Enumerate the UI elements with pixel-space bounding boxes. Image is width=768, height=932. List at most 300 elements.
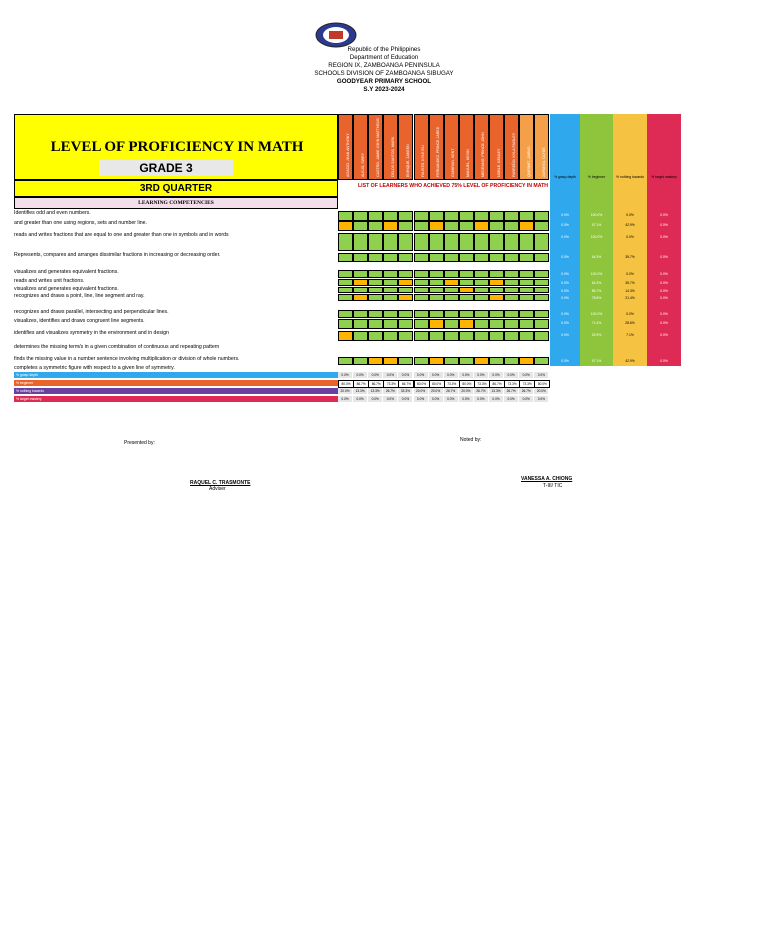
mastery-cell <box>414 319 429 329</box>
header-line-1: Republic of the Philippines <box>347 46 421 53</box>
mastery-cell <box>353 310 368 318</box>
header-line-3: REGION IX, ZAMBOANGA PENINSULA <box>328 62 440 69</box>
mastery-cell <box>489 319 504 329</box>
pct-value: 0.0% <box>561 333 569 337</box>
pct-value: 100.0% <box>590 235 603 239</box>
mastery-cell <box>368 319 383 329</box>
mastery-cell <box>504 310 519 318</box>
mastery-cell <box>383 270 398 278</box>
mastery-cell <box>368 287 383 293</box>
mastery-cell <box>429 279 444 286</box>
pct-value: 0.0% <box>660 255 668 259</box>
quarter-label: 3RD QUARTER <box>14 180 338 197</box>
mastery-cell <box>444 221 459 231</box>
pct-value: 64.3% <box>591 281 602 285</box>
mastery-cell <box>353 294 368 301</box>
learner-name: CASTRO, JAMIE JOHN MATTHEUS <box>375 118 380 177</box>
mastery-cell <box>353 211 368 221</box>
mastery-cell <box>459 253 474 262</box>
pct-value: 57.1% <box>591 223 602 227</box>
mastery-cell <box>489 221 504 231</box>
learner-name: DELOS SANTOS, MARK <box>390 136 395 177</box>
summary-row-label: % nothing towards <box>14 388 338 394</box>
mastery-cell <box>338 294 353 301</box>
mastery-cell <box>489 233 504 251</box>
mastery-cell <box>459 211 474 221</box>
competency-text: determines the missing term/s in a given combination of continuous and repeating pattern <box>14 344 220 350</box>
mastery-cell <box>534 211 549 221</box>
competencies-header: LEARNING COMPETENCIES <box>14 197 338 209</box>
summary-row-label: % beginner <box>14 380 338 386</box>
mastery-cell <box>353 253 368 262</box>
mastery-cell <box>368 279 383 286</box>
summary-cell: 80.0% <box>534 380 550 388</box>
summary-cell: 0.0% <box>534 396 548 402</box>
mastery-cell <box>459 331 474 341</box>
mastery-cell <box>338 253 353 262</box>
mastery-cell <box>429 287 444 293</box>
summary-cell: 0.0% <box>459 396 473 402</box>
grade-label: GRADE 3 <box>99 160 233 176</box>
mastery-cell <box>414 294 429 301</box>
mastery-cell <box>398 211 413 221</box>
mastery-cell <box>414 270 429 278</box>
mastery-cell <box>338 221 353 231</box>
mastery-cell <box>353 221 368 231</box>
summary-cell: 0.0% <box>444 396 458 402</box>
learner-column <box>368 114 383 180</box>
mastery-cell <box>444 233 459 251</box>
pct-value: 0.0% <box>561 255 569 259</box>
mastery-cell <box>353 331 368 341</box>
mastery-cell <box>459 357 474 365</box>
mastery-cell <box>504 253 519 262</box>
mastery-cell <box>398 270 413 278</box>
summary-cell: 13.3% <box>368 388 382 394</box>
pct-value: 35.7% <box>625 255 635 259</box>
pct-value: 0.0% <box>626 235 634 239</box>
mastery-cell <box>504 331 519 341</box>
report-title: LEVEL OF PROFICIENCY IN MATH <box>50 139 304 155</box>
summary-cell: 80.0% <box>459 380 475 388</box>
mastery-cell <box>429 294 444 301</box>
pct-value: 100.0% <box>590 213 603 217</box>
summary-cell: 13.3% <box>489 388 503 394</box>
mastery-cell <box>398 287 413 293</box>
summary-cell: 80.0% <box>414 380 430 388</box>
mastery-cell <box>504 319 519 329</box>
mastery-cell <box>383 233 398 251</box>
mastery-cell <box>519 270 534 278</box>
mastery-cell <box>474 279 489 286</box>
mastery-cell <box>414 233 429 251</box>
mastery-cell <box>368 310 383 318</box>
mastery-cell <box>353 357 368 365</box>
mastery-cell <box>519 279 534 286</box>
mastery-cell <box>398 294 413 301</box>
header-line-2: Department of Education <box>349 54 419 61</box>
mastery-cell <box>368 331 383 341</box>
pct-value: 42.9% <box>625 359 635 363</box>
pct-value: 0.0% <box>660 296 668 300</box>
mastery-cell <box>414 287 429 293</box>
pct-value: 0.0% <box>626 312 634 316</box>
mastery-cell <box>504 221 519 231</box>
pct-value: 92.9% <box>591 333 602 337</box>
summary-cell: 73.3% <box>474 380 490 388</box>
pct-value: 71.4% <box>591 321 602 325</box>
learner-name: QUIRIMIT, JAIRUS <box>526 146 531 177</box>
competency-text: finds the missing value in a number sentence involving multiplication or division of whole numbers. <box>14 356 240 362</box>
mastery-cell <box>383 253 398 262</box>
learner-name: FERNANDEZ, PRINCE JARED <box>436 126 441 177</box>
learner-column <box>504 114 519 180</box>
pct-value: 0.0% <box>626 272 634 276</box>
pct-value: 0.0% <box>660 321 668 325</box>
mastery-cell <box>519 294 534 301</box>
pct-value: 0.0% <box>561 272 569 276</box>
mastery-cell <box>398 331 413 341</box>
mastery-cell <box>353 270 368 278</box>
mastery-cell <box>368 233 383 251</box>
learner-name: FAUSTO, KYLE ELI <box>421 145 426 177</box>
mastery-cell <box>414 211 429 221</box>
summary-cell: 0.0% <box>414 372 428 378</box>
mastery-cell <box>504 294 519 301</box>
learner-column <box>534 114 549 180</box>
mastery-cell <box>489 211 504 221</box>
summary-cell: 73.3% <box>444 380 460 388</box>
pct-value: 35.7% <box>625 281 635 285</box>
mastery-cell <box>534 294 549 301</box>
summary-cell: 0.0% <box>444 372 458 378</box>
pct-value: 0.0% <box>561 312 569 316</box>
mastery-cell <box>383 310 398 318</box>
summary-cell: 0.0% <box>398 396 412 402</box>
mastery-cell <box>459 319 474 329</box>
summary-row-label: % target mastery <box>14 396 338 402</box>
mastery-cell <box>474 331 489 341</box>
mastery-cell <box>383 221 398 231</box>
summary-cell: 0.0% <box>414 396 428 402</box>
mastery-cell <box>338 233 353 251</box>
mastery-cell <box>534 331 549 341</box>
school-name: GOODYEAR PRIMARY SCHOOL <box>336 78 432 85</box>
summary-cell: 0.0% <box>489 372 503 378</box>
mastery-cell <box>398 319 413 329</box>
summary-cell: 0.0% <box>429 396 443 402</box>
mastery-cell <box>489 270 504 278</box>
pct-value: 28.6% <box>625 321 635 325</box>
mastery-cell <box>444 270 459 278</box>
mastery-cell <box>519 211 534 221</box>
pct-value: 0.0% <box>660 333 668 337</box>
pct-value: 0.0% <box>660 223 668 227</box>
mastery-cell <box>489 279 504 286</box>
pct-value: 64.3% <box>591 255 602 259</box>
competency-text: recognizes and draws a point, line, line segment and ray. <box>14 293 145 299</box>
summary-cell: 86.7% <box>489 380 505 388</box>
learner-name: ENRIQUE, ZAKEEN <box>405 144 410 177</box>
school-year: S.Y 2023-2024 <box>363 86 405 93</box>
mastery-cell <box>444 253 459 262</box>
mastery-cell <box>338 331 353 341</box>
learners-list-label: LIST OF LEARNERS WHO ACHIEVED 75% LEVEL OF PROFICIENCY IN MATH <box>358 183 549 189</box>
mastery-cell <box>414 221 429 231</box>
summary-cell: 0.0% <box>353 372 367 378</box>
summary-cell: 0.0% <box>338 372 352 378</box>
mastery-cell <box>534 253 549 262</box>
mastery-cell <box>474 294 489 301</box>
mastery-cell <box>398 279 413 286</box>
mastery-cell <box>474 310 489 318</box>
pct-header-label: % nothing towards <box>616 175 644 179</box>
summary-cell: 66.7% <box>398 380 414 388</box>
pct-value: 0.0% <box>660 312 668 316</box>
pct-header-label: % beginner <box>587 175 606 179</box>
mastery-cell <box>504 211 519 221</box>
learner-name: PARREÑO, KYLA PAISLEY <box>511 132 516 177</box>
title-block <box>14 114 338 180</box>
mastery-cell <box>398 221 413 231</box>
mastery-cell <box>429 270 444 278</box>
learner-column <box>383 114 398 180</box>
competency-text: Represents, compares and arranges dissimilar fractions in increasing or decreasing order. <box>14 252 221 258</box>
summary-cell: 0.0% <box>534 372 548 378</box>
pct-value: 0.0% <box>660 213 668 217</box>
mastery-cell <box>534 221 549 231</box>
mastery-cell <box>489 331 504 341</box>
mastery-cell <box>383 319 398 329</box>
pct-value: 0.0% <box>561 359 569 363</box>
learner-column <box>398 114 413 180</box>
learner-column <box>338 114 353 180</box>
summary-cell: 33.3% <box>398 388 412 394</box>
pct-value: 0.0% <box>660 281 668 285</box>
summary-cell: 0.0% <box>383 396 397 402</box>
mastery-cell <box>519 221 534 231</box>
mastery-cell <box>504 270 519 278</box>
mastery-cell <box>519 310 534 318</box>
pct-value: 100.0% <box>590 312 603 316</box>
mastery-cell <box>534 233 549 251</box>
mastery-cell <box>383 294 398 301</box>
mastery-cell <box>519 319 534 329</box>
mastery-cell <box>459 310 474 318</box>
mastery-cell <box>398 233 413 251</box>
mastery-cell <box>444 279 459 286</box>
mastery-cell <box>534 287 549 293</box>
summary-cell: 0.0% <box>398 372 412 378</box>
pct-value: 57.1% <box>591 359 602 363</box>
pct-value: 0.0% <box>561 223 569 227</box>
summary-cell: 73.3% <box>383 380 399 388</box>
mastery-cell <box>368 253 383 262</box>
mastery-cell <box>353 233 368 251</box>
mastery-cell <box>474 253 489 262</box>
competency-text: Identifies odd and even numbers. <box>14 210 91 216</box>
pct-header-column <box>580 114 613 366</box>
mastery-cell <box>368 294 383 301</box>
mastery-cell <box>338 279 353 286</box>
mastery-cell <box>459 233 474 251</box>
pct-header-label: % target mastery <box>651 175 677 179</box>
summary-cell: 0.0% <box>368 396 382 402</box>
mastery-cell <box>459 287 474 293</box>
pct-value: 85.7% <box>591 289 602 293</box>
mastery-cell <box>429 211 444 221</box>
summary-cell: 26.7% <box>504 388 518 394</box>
mastery-cell <box>414 310 429 318</box>
pct-value: 0.0% <box>561 213 569 217</box>
mastery-cell <box>338 319 353 329</box>
summary-cell: 0.0% <box>489 396 503 402</box>
summary-cell: 0.0% <box>338 396 352 402</box>
mastery-cell <box>489 287 504 293</box>
competency-text: visualizes and generates equivalent fractions. <box>14 286 119 292</box>
mastery-cell <box>353 287 368 293</box>
mastery-cell <box>398 357 413 365</box>
mastery-cell <box>444 331 459 341</box>
summary-cell: 0.0% <box>474 396 488 402</box>
summary-cell: 0.0% <box>353 396 367 402</box>
learner-name: ZAPANTA, CLYDE <box>541 147 546 177</box>
competency-text: completes a symmetric figure with respect to a given line of symmetry. <box>14 365 175 371</box>
summary-cell: 0.0% <box>504 372 518 378</box>
mastery-cell <box>383 331 398 341</box>
mastery-cell <box>429 233 444 251</box>
summary-cell: 73.3% <box>519 380 535 388</box>
presenter-name: RAQUEL C. TRASMONTE <box>190 480 251 486</box>
mastery-cell <box>353 319 368 329</box>
mastery-cell <box>338 287 353 293</box>
competency-text: recognizes and draws parallel, intersecting and perpendicular lines. <box>14 309 169 315</box>
pct-header-label: % grasp depth <box>554 175 576 179</box>
mastery-cell <box>414 279 429 286</box>
mastery-cell <box>398 253 413 262</box>
mastery-cell <box>519 331 534 341</box>
summary-cell: 0.0% <box>368 372 382 378</box>
mastery-cell <box>489 253 504 262</box>
learner-name: MANUEL, KEVIN <box>466 149 471 177</box>
learner-name: NOBLE, KENLEY <box>496 148 501 177</box>
mastery-cell <box>504 357 519 365</box>
mastery-cell <box>504 233 519 251</box>
pct-value: 0.0% <box>561 235 569 239</box>
learner-name: GUMIRAN, KENT <box>451 148 456 177</box>
learner-column <box>489 114 504 180</box>
pct-value: 0.0% <box>561 281 569 285</box>
pct-value: 0.0% <box>660 289 668 293</box>
pct-value: 0.0% <box>660 272 668 276</box>
mastery-cell <box>383 357 398 365</box>
mastery-cell <box>474 233 489 251</box>
deped-seal <box>307 22 365 48</box>
summary-cell: 26.7% <box>383 388 397 394</box>
mastery-cell <box>444 319 459 329</box>
pct-value: 100.0% <box>590 272 603 276</box>
pct-value: 0.0% <box>561 296 569 300</box>
learner-column <box>429 114 444 180</box>
mastery-cell <box>444 211 459 221</box>
mastery-cell <box>534 279 549 286</box>
summary-cell: 20.0% <box>338 388 352 394</box>
mastery-cell <box>444 287 459 293</box>
competency-text: visualizes, identifies and draws congruent line segments. <box>14 318 145 324</box>
summary-cell: 20.0% <box>459 388 473 394</box>
summary-cell: 0.0% <box>519 396 533 402</box>
competency-text: identifies and visualizes symmetry in the environment and in design <box>14 330 169 336</box>
mastery-cell <box>429 357 444 365</box>
summary-cell: 0.0% <box>429 372 443 378</box>
mastery-cell <box>429 319 444 329</box>
summary-cell: 0.0% <box>459 372 473 378</box>
mastery-cell <box>474 270 489 278</box>
mastery-cell <box>519 287 534 293</box>
summary-cell: 80.0% <box>429 380 445 388</box>
mastery-cell <box>398 310 413 318</box>
learner-column <box>414 114 429 180</box>
summary-cell: 86.7% <box>368 380 384 388</box>
pct-header-column <box>613 114 647 366</box>
summary-cell: 0.0% <box>474 372 488 378</box>
learner-name: AGACIO, JHAN ANTHONY <box>345 133 350 177</box>
mastery-cell <box>414 331 429 341</box>
competency-text: reads and writes unit fractions. <box>14 278 85 284</box>
mastery-cell <box>459 221 474 231</box>
pct-value: 0.0% <box>561 289 569 293</box>
noter-name: VANESSA A. CHIONG <box>521 476 573 482</box>
mastery-cell <box>459 279 474 286</box>
summary-cell: 20.0% <box>414 388 428 394</box>
pct-value: 0.0% <box>660 235 668 239</box>
mastery-cell <box>383 287 398 293</box>
summary-cell: 0.0% <box>504 396 518 402</box>
mastery-cell <box>489 357 504 365</box>
pct-value: 42.9% <box>625 223 635 227</box>
summary-cell: 0.0% <box>519 372 533 378</box>
mastery-cell <box>504 279 519 286</box>
pct-value: 7.1% <box>626 333 634 337</box>
presenter-role: Adviser <box>209 486 226 492</box>
summary-cell: 26.7% <box>519 388 533 394</box>
mastery-cell <box>459 270 474 278</box>
mastery-cell <box>429 253 444 262</box>
competency-text: reads and writes fractions that are equal to one and greater than one in symbols and in words <box>14 232 229 238</box>
mastery-cell <box>414 357 429 365</box>
presented-by-label: Presented by: <box>124 440 155 446</box>
mastery-cell <box>474 357 489 365</box>
mastery-cell <box>444 294 459 301</box>
pct-value: 78.6% <box>591 296 602 300</box>
mastery-cell <box>368 211 383 221</box>
mastery-cell <box>534 357 549 365</box>
summary-cell: 20.0% <box>534 388 548 394</box>
mastery-cell <box>519 233 534 251</box>
mastery-cell <box>338 211 353 221</box>
mastery-cell <box>459 294 474 301</box>
competency-text: and greater than one using regions, sets and number line. <box>14 220 147 226</box>
mastery-cell <box>489 310 504 318</box>
mastery-cell <box>368 221 383 231</box>
pct-value: 21.4% <box>625 296 635 300</box>
mastery-cell <box>338 310 353 318</box>
mastery-cell <box>519 357 534 365</box>
mastery-cell <box>519 253 534 262</box>
mastery-cell <box>534 319 549 329</box>
mastery-cell <box>414 253 429 262</box>
competency-text: visualizes and generates equivalent fractions. <box>14 269 119 275</box>
